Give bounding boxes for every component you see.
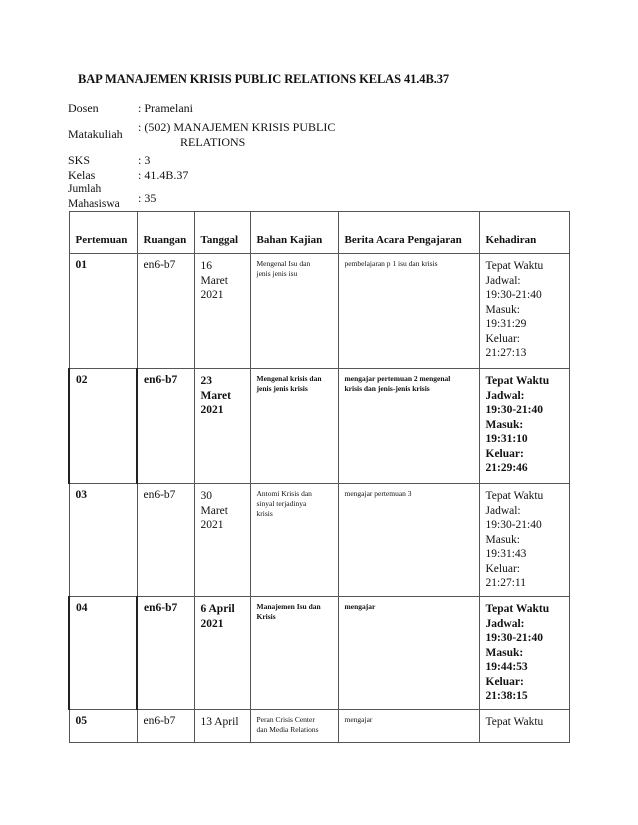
cell-kehadiran [479,597,569,710]
dosen-label: Dosen [68,101,99,115]
cell-berita-acara [338,254,479,369]
kelas-value: : 41.4B.37 [138,168,189,182]
kehadiran-line: Keluar: [485,675,524,688]
cell-ruangan: en6-b7 [137,710,194,743]
cell-berita-acara [338,484,479,597]
kehadiran-line: Keluar: [485,447,524,460]
bahan-line: Peran Crisis Center [256,715,315,724]
cell-bahan-kajian [250,484,338,597]
matkul-value-line2: RELATIONS [180,135,246,149]
cell-ruangan: en6-b7 [137,369,194,484]
bahan-line: jenis jenis krisis [256,384,308,393]
kehadiran-line: Masuk: [485,646,524,659]
kelas-label: Kelas [68,168,96,182]
header-bahan-kajian: Bahan Kajian [250,212,338,254]
header-kehadiran: Kehadiran [479,212,569,254]
kehadiran-line: 21:27:13 [485,347,527,359]
header-ruangan: Ruangan [137,212,194,254]
bahan-line: dan Media Relations [256,725,319,734]
bahan-line: Antomi Krisis dan [256,489,312,498]
bahan-line: Mengenal krisis dan [256,374,322,383]
kehadiran-line: Jadwal: [485,389,525,402]
cell-kehadiran [479,710,569,743]
kehadiran-line: Masuk: [485,303,520,316]
sks-label: SKS [68,153,91,167]
bahan-line: jenis jenis isu [256,269,298,278]
kehadiran-line: Tepat Waktu [485,375,550,387]
table-row [69,254,569,369]
tanggal-line: 2021 [200,289,224,301]
berita-line: mengajar pertemuan 3 [344,489,412,498]
bahan-line: Manajemen Isu dan [256,602,321,611]
tanggal-line: 2021 [200,617,224,630]
kehadiran-line: 21:27:11 [485,577,526,589]
dosen-value: : Pramelani [138,101,193,115]
kehadiran-line: Tepat Waktu [485,490,544,502]
bahan-line: sinyal terjadinya [256,499,307,508]
kehadiran-line: 19:31:10 [485,433,528,445]
cell-berita-acara [338,710,479,743]
tanggal-line: 6 April [200,603,235,615]
tanggal-line: 23 [200,375,212,387]
tanggal-line: Maret [200,389,231,402]
attendance-table [68,211,570,743]
cell-bahan-kajian [250,710,338,743]
cell-tanggal [194,254,250,369]
cell-tanggal [194,710,250,743]
cell-pertemuan: 05 [69,710,137,743]
matkul-value-line1: : (502) MANAJEMEN KRISIS PUBLIC [138,120,336,134]
cell-berita-acara [338,597,479,710]
kehadiran-line: Tepat Waktu [485,716,544,728]
table-row [69,484,569,597]
kehadiran-line: 21:29:46 [485,462,528,474]
kehadiran-line: Keluar: [485,562,520,575]
cell-ruangan: en6-b7 [137,484,194,597]
cell-ruangan: en6-b7 [137,254,194,369]
jumlah-label-line1: Jumlah [68,183,102,195]
tanggal-line: 13 April [200,716,239,728]
kehadiran-line: Keluar: [485,332,520,345]
cell-pertemuan: 02 [69,369,137,484]
kehadiran-line: 21:38:15 [485,690,528,702]
berita-line: mengajar pertemuan 2 mengenal [344,374,451,383]
bahan-line: krisis [256,509,273,518]
tanggal-line: 2021 [200,404,224,416]
kehadiran-line: 19:30-21:40 [485,519,542,531]
header-berita-acara: Berita Acara Pengajaran [338,212,479,254]
cell-tanggal [194,369,250,484]
cell-tanggal [194,597,250,710]
table-header-row [69,212,569,254]
cell-pertemuan: 01 [69,254,137,369]
cell-kehadiran [479,369,569,484]
jumlah-label-line2: Mahasiswa [68,198,120,210]
bahan-line: Krisis [256,612,276,621]
cell-berita-acara [338,369,479,484]
kehadiran-line: Masuk: [485,533,520,546]
cell-kehadiran [479,484,569,597]
bahan-line: Mengenal Isu dan [256,259,311,268]
tanggal-line: 16 [200,260,212,272]
header-tanggal: Tanggal [194,212,250,254]
kehadiran-line: Jadwal: [485,274,521,287]
kehadiran-line: Tepat Waktu [485,603,550,615]
kehadiran-line: Jadwal: [485,617,525,630]
table-row [69,710,569,743]
cell-ruangan: en6-b7 [137,597,194,710]
cell-bahan-kajian [250,597,338,710]
kehadiran-line: 19:30-21:40 [485,404,543,416]
table-row [69,369,569,484]
document-title: BAP MANAJEMEN KRISIS PUBLIC RELATIONS KELAS 41.4B.37 [78,72,450,86]
tanggal-line: 2021 [200,519,224,531]
cell-pertemuan: 03 [69,484,137,597]
cell-kehadiran [479,254,569,369]
berita-line: pembelajaran p 1 isu dan krisis [344,259,438,268]
kehadiran-line: Jadwal: [485,504,521,517]
cell-bahan-kajian [250,369,338,484]
kehadiran-line: Tepat Waktu [485,260,544,272]
kehadiran-line: 19:30-21:40 [485,289,542,301]
kehadiran-line: 19:31:43 [485,548,527,560]
berita-line: mengajar [344,602,376,611]
header-pertemuan: Pertemuan [69,212,137,254]
cell-pertemuan: 04 [69,597,137,710]
tanggal-line: Maret [200,274,228,287]
tanggal-line: 30 [200,490,212,502]
kehadiran-line: 19:31:29 [485,318,527,330]
cell-bahan-kajian [250,254,338,369]
jumlah-value: : 35 [138,191,157,205]
matkul-label: Matakuliah [68,127,123,141]
cell-tanggal [194,484,250,597]
kehadiran-line: 19:44:53 [485,661,528,673]
table-row [69,597,569,710]
berita-line: mengajar [344,715,373,724]
tanggal-line: Maret [200,504,228,517]
berita-line: krisis dan jenis-jenis krisis [344,384,430,393]
kehadiran-line: 19:30-21:40 [485,632,543,644]
sks-value: : 3 [138,153,151,167]
kehadiran-line: Masuk: [485,418,524,431]
